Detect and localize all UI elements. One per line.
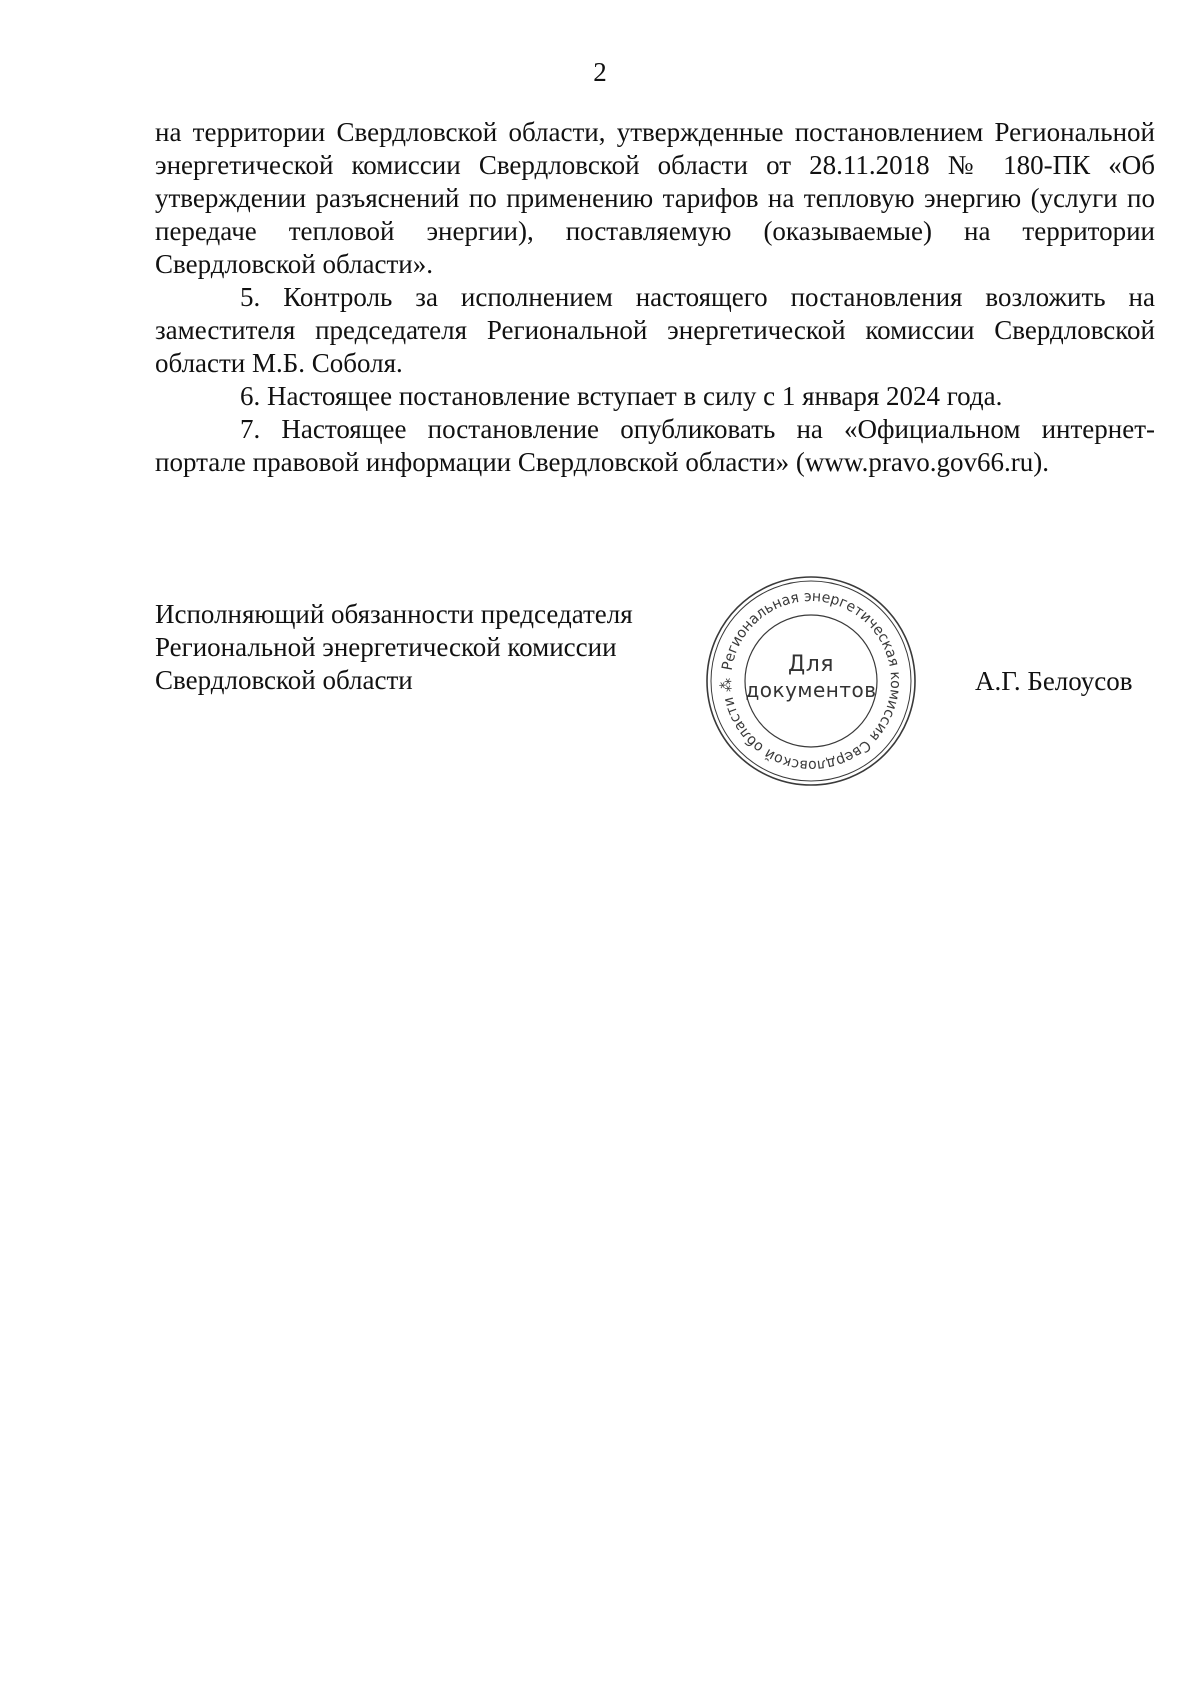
signer-title-line: Свердловской области <box>155 665 413 695</box>
stamp-center-line2: документов <box>745 678 877 702</box>
official-stamp <box>702 572 920 790</box>
signer-title <box>155 598 715 697</box>
document-body <box>155 116 1155 479</box>
paragraph-continuation: на территории Свердловской области, утвержденные постановлением Региональной энергетической комиссии Свердловской области от 28.11.2018 № 180-ПК «Об утверждении разъяснений по применению тарифов на тепловую энергию (услуги по передаче тепловой энергии), поставляемую (оказываемые) на территории Свердловской области». <box>155 117 1155 279</box>
paragraph-5: 5. Контроль за исполнением настоящего постановления возложить на заместителя председателя Региональной энергетической комиссии Свердловской области М.Б. Соболя. <box>155 282 1155 378</box>
paragraph-6: 6. Настоящее постановление вступает в силу с 1 января 2024 года. <box>240 381 1003 411</box>
page-number: 2 <box>593 57 607 87</box>
paragraph-7: 7. Настоящее постановление опубликовать на «Официальном интернет-портале правовой информации Свердловской области» (www.pravo.gov66.ru). <box>155 414 1155 477</box>
signer-name: А.Г. Белоусов <box>975 666 1133 696</box>
signer-title-line: Исполняющий обязанности председателя <box>155 599 633 629</box>
stamp-ring-text: Региональная энергетическая комиссия Свердловской области ⁂ <box>718 588 904 774</box>
stamp-center-line1: Для <box>788 652 834 677</box>
signer-title-line: Региональной энергетической комиссии <box>155 632 617 662</box>
